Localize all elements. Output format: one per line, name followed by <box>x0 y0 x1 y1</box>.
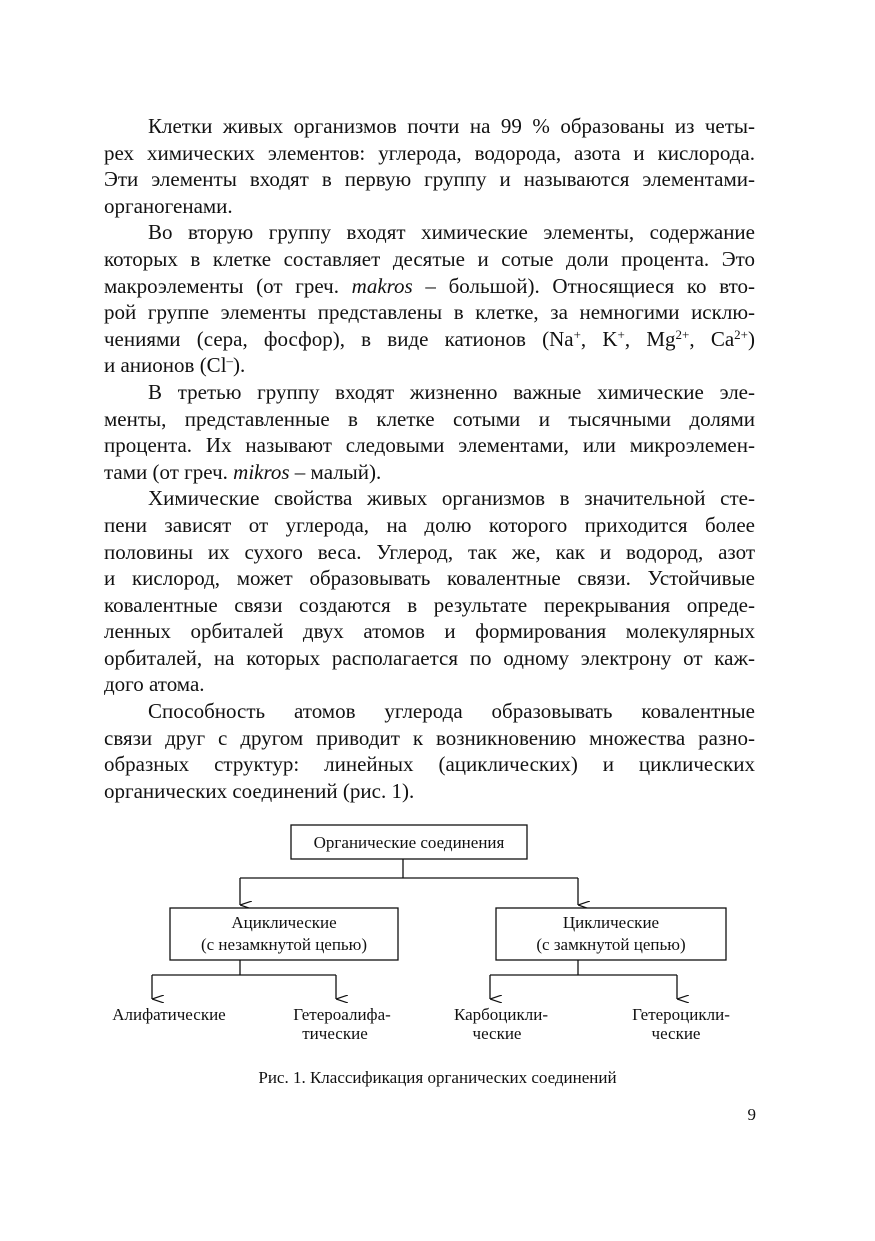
text-fragment: ). <box>233 353 246 378</box>
page-number: 9 <box>747 1105 756 1124</box>
text-line: рех химических элементов: углерода, водорода, азота и кислорода. <box>104 140 755 165</box>
cyclic-sublabel: (с замкнутой цепью) <box>536 935 686 954</box>
text-line: менты, представленные в клетке сотыми и тысячными долями <box>104 406 755 431</box>
cyclic-connector <box>490 960 677 975</box>
text-fragment: тами (от греч. <box>104 459 228 484</box>
root-connector <box>240 859 578 878</box>
text-fragment: – большой). Относящиеся ко вто- <box>425 273 756 298</box>
text-line: пени зависят от углерода, на долю которого приходится более <box>104 512 755 537</box>
leaf-aliphatic: Алифатические <box>112 1005 226 1024</box>
text-fragment: макроэлементы (от греч. <box>104 273 339 298</box>
text-line: Эти элементы входят в первую группу и называются элементами- <box>104 167 755 192</box>
leaf-heterocyclic: Гетероцикли- <box>632 1005 730 1024</box>
text-line: органогенами. <box>104 193 233 218</box>
text-line: Химические свойства живых организмов в значительной сте- <box>148 486 755 511</box>
leaf-heteroaliphatic: Гетероалифа- <box>293 1005 391 1024</box>
text-line: и кислород, может образовывать ковалентные связи. Устойчивые <box>104 566 755 591</box>
leaf-heterocyclic-cont: ческие <box>651 1024 701 1043</box>
text-line: Во вторую группу входят химические элементы, содержание <box>148 220 755 245</box>
text-fragment: , Mg <box>624 326 676 351</box>
text-line: образных структур: линейных (ациклических) и циклических <box>104 752 755 777</box>
text-line: ленных орбиталей двух атомов и формирования молекулярных <box>104 619 755 644</box>
text-fragment: , K <box>580 326 618 351</box>
text-line: рой группе элементы представлены в клетке, за немногими исклю- <box>104 300 755 325</box>
superscript: 2+ <box>675 326 690 342</box>
superscript: 2+ <box>734 326 748 342</box>
text-line: органических соединений (рис. 1). <box>104 778 415 803</box>
text-fragment: , Ca <box>689 326 735 351</box>
text-line: которых в клетке составляет десятые и сотые доли процента. Это <box>104 246 755 271</box>
text-line: Клетки живых организмов почти на 99 % образованы из четы- <box>148 114 755 138</box>
cyclic-label: Циклические <box>562 913 660 932</box>
italic-term: makros <box>351 273 413 298</box>
text-line: ковалентные связи создаются в результате перекрывания опреде- <box>104 592 755 617</box>
leaf-heteroaliphatic-cont: тические <box>302 1024 368 1043</box>
leaf-carbocyclic: Карбоцикли- <box>453 1005 549 1024</box>
text-fragment: ) <box>748 326 755 351</box>
text-fragment: и анионов (Cl <box>104 353 227 378</box>
text-line: дого атома. <box>104 672 205 697</box>
superscript: + <box>617 326 625 342</box>
acyclic-connector <box>152 960 336 975</box>
root-label: Органические соединения <box>313 833 505 852</box>
text-line: Способность атомов углерода образовывать ковалентные <box>148 699 755 724</box>
acyclic-sublabel: (с незамкнутой цепью) <box>200 935 368 954</box>
text-line: В третью группу входят жизненно важные химические эле- <box>148 379 755 404</box>
leaf-carbocyclic-cont: ческие <box>472 1024 522 1043</box>
text-line: половины их сухого веса. Углерод, так же, как и водород, азот <box>104 539 755 564</box>
superscript: + <box>573 326 581 342</box>
figure-caption: Рис. 1. Классификация органических соединений <box>258 1068 617 1087</box>
superscript: – <box>226 353 234 369</box>
italic-term: mikros <box>233 459 290 484</box>
text-fragment: чениями (сера, фосфор), в виде катионов (Na <box>104 326 574 351</box>
text-line: орбиталей, на которых располагается по одному электрону от каж- <box>104 645 755 670</box>
text-line: процента. Их называют следовыми элементами, или микроэлемен- <box>104 433 755 458</box>
acyclic-label: Ациклические <box>231 913 337 932</box>
text-fragment: – малый). <box>294 459 382 484</box>
text-line: связи друг с другом приводит к возникновению множества разно- <box>104 725 755 750</box>
